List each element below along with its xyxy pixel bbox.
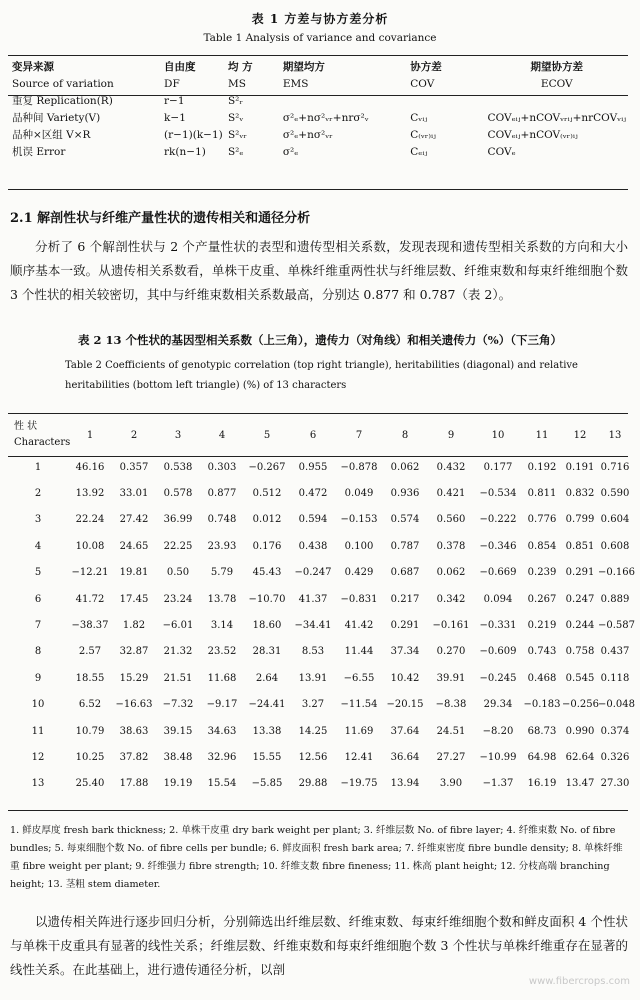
table1-cell: 机误 Error (12, 146, 66, 158)
table2-cell: −0.346 (479, 540, 517, 552)
table2-column-header: 7 (355, 429, 363, 441)
table2-row (8, 665, 632, 691)
table2-cell: 0.012 (252, 514, 282, 526)
table1-header-cell: DF (164, 77, 180, 90)
table1-row (10, 109, 628, 126)
table2-cell: 3.14 (210, 620, 234, 632)
table2-cell: 0.100 (344, 540, 374, 552)
table2-cell: 39.91 (436, 672, 466, 684)
table2-cell: 13.38 (252, 725, 282, 737)
table2-cell: 15.54 (207, 778, 237, 790)
table2-cell: 0.357 (119, 461, 149, 473)
table2-cell: 0.267 (527, 593, 557, 605)
table1-cell: r−1 (164, 94, 185, 107)
table2-cell: 64.98 (527, 751, 557, 763)
table2-cell: 0.303 (207, 461, 237, 473)
table2-cell: 18.60 (252, 620, 282, 632)
table2-cell: 27.30 (600, 778, 630, 790)
table1-header-cell: 均 方 (227, 61, 253, 73)
table1-bottom-rule (8, 189, 628, 190)
table2-cell: 13.92 (75, 488, 105, 500)
table2-cell: 17.45 (119, 593, 149, 605)
table2-cell: 41.42 (344, 620, 374, 632)
table1-cell: Cₑᵢⱼ (410, 145, 428, 158)
table2-cell: 0.374 (600, 725, 630, 737)
table2-cell: −5.85 (251, 778, 283, 790)
table2-cell: 11.69 (344, 725, 374, 737)
table2-cell: 0.832 (565, 488, 595, 500)
table2-cell: 10.42 (390, 672, 420, 684)
table2-cell: 11.68 (207, 672, 237, 684)
table2-cell: −0.878 (340, 461, 378, 473)
table2-cell: −0.831 (340, 593, 378, 605)
table2-cell: 2.57 (78, 646, 102, 658)
table2-cell: −9.17 (206, 699, 238, 711)
table2-column-header: 12 (573, 429, 587, 441)
table2-cell: 0.176 (252, 540, 282, 552)
table2-cell: 13.91 (298, 672, 328, 684)
table2-cell: 13.78 (207, 593, 237, 605)
table2-cell: 37.64 (390, 725, 420, 737)
table2-row (8, 692, 632, 718)
table1-top-rule (8, 55, 628, 56)
table2-cell: 24.65 (119, 540, 149, 552)
table1-header-cell: 自由度 (164, 61, 196, 73)
table2-char-label-zh: 性 状 (14, 421, 38, 432)
table2-cell: 0.239 (527, 567, 557, 579)
table2-cell: 16.19 (527, 778, 557, 790)
table2-cell: −0.183 (523, 699, 561, 711)
table2-cell: 0.291 (565, 567, 595, 579)
table1-cell: 品种×区组 V×R (12, 129, 91, 141)
table2-row (8, 612, 632, 638)
table1-cell: σ²ₑ+nσ²ᵥᵣ+nrσ²ᵥ (282, 111, 369, 124)
table2-cell: 13.94 (390, 778, 420, 790)
table2-cell: −8.38 (435, 699, 467, 711)
table2-cell: 0.247 (565, 593, 595, 605)
table2-row (8, 533, 632, 559)
table2-cell: 23.93 (207, 540, 237, 552)
table2-cell: 0.437 (600, 646, 630, 658)
table1-header-zh (10, 58, 628, 75)
table2-cell: 18.55 (75, 672, 105, 684)
table2-column-header: 8 (401, 429, 409, 441)
table2-cell: 29.34 (483, 699, 513, 711)
table2-cell: 32.87 (119, 646, 149, 658)
table2-cell: −0.609 (479, 646, 517, 658)
table2-cell: 24.51 (436, 725, 466, 737)
table2-cell: 38.63 (119, 725, 149, 737)
table2-cell: 27.42 (119, 514, 149, 526)
table2-cell: 0.936 (390, 488, 420, 500)
paragraph-2: 以遗传相关阵进行逐步回归分析，分别筛选出纤维层数、纤维束数、每束纤维细胞个数和鲜皮面积 4 个性状与单株干皮重具有显著的线性关系；纤维层数、纤维束数和每束纤维细胞个数 3 个性状与单株纤维重存在显著的线性关系。在此基础上，进行遗传通径分析，以剖 (10, 914, 628, 977)
table1-header-cell: ECOV (540, 77, 573, 90)
watermark: www.fibercrops.com (528, 976, 630, 987)
table2-cell: −0.161 (432, 620, 470, 632)
table1-cell: COVₑ (487, 145, 516, 158)
table2-cell: 0.787 (390, 540, 420, 552)
table2-cell: 0.468 (527, 672, 557, 684)
table2-cell: 33.01 (119, 488, 149, 500)
table2-cell: 5.79 (210, 567, 234, 579)
table1-cell: k−1 (164, 111, 186, 124)
table2-cell: 12.41 (344, 751, 374, 763)
table1-cell: S²ᵥ (227, 111, 244, 124)
table2-column-header: 6 (309, 429, 317, 441)
table1-header-cell: EMS (282, 77, 309, 90)
table2-cell: 0.604 (600, 514, 630, 526)
table2-row (8, 560, 632, 586)
table2-cell: 0.438 (298, 540, 328, 552)
table1-header-cell: 变异来源 (12, 61, 54, 73)
table2-cell: 0.177 (483, 461, 513, 473)
table2-cell: 0.811 (527, 488, 557, 500)
table2-cell: 10.79 (75, 725, 105, 737)
table2-row-label: 10 (31, 699, 45, 711)
table2-cell: 68.73 (527, 725, 557, 737)
table2-cell: 46.16 (75, 461, 105, 473)
table2-row-label: 3 (34, 514, 42, 526)
table2-cell: −0.669 (479, 567, 517, 579)
table2-cell: 28.31 (252, 646, 282, 658)
table2-row (8, 507, 632, 533)
table2-cell: 0.560 (436, 514, 466, 526)
table2-row-label: 2 (34, 488, 42, 500)
table2-bottom-rule (8, 810, 628, 811)
table2-cell: −0.267 (248, 461, 286, 473)
table2-cell: 34.63 (207, 725, 237, 737)
table2-cell: 19.19 (163, 778, 193, 790)
table2-char-header (8, 416, 71, 454)
table2-column-header: 2 (130, 429, 138, 441)
table2-cell: 37.34 (390, 646, 420, 658)
table2-column-header: 10 (491, 429, 505, 441)
table1-title-zh: 表 1 方差与协方差分析 (251, 12, 389, 26)
table2-cell: 0.743 (527, 646, 557, 658)
table2-cell: 22.24 (75, 514, 105, 526)
table2-cell: 0.291 (390, 620, 420, 632)
table2-cell: 0.538 (163, 461, 193, 473)
table2-cell: 0.326 (600, 751, 630, 763)
table2-cell: −1.37 (482, 778, 514, 790)
table2-cell: 0.432 (436, 461, 466, 473)
table2-cell: 0.854 (527, 540, 557, 552)
table1-cell: (r−1)(k−1) (164, 128, 223, 141)
table2-row (8, 771, 632, 797)
table1-header-en (10, 75, 628, 92)
table2-cell: 32.96 (207, 751, 237, 763)
table2-cell: 0.748 (207, 514, 237, 526)
table2-cell: 0.472 (298, 488, 328, 500)
table2-cell: 0.776 (527, 514, 557, 526)
table2-column-header: 1 (86, 429, 94, 441)
table2-column-header: 3 (174, 429, 182, 441)
table1-cell: 品种间 Variety(V) (12, 112, 101, 124)
table2-cell: 0.545 (565, 672, 595, 684)
table2-cell: −10.70 (248, 593, 286, 605)
table1-row (10, 126, 628, 143)
table2-cell: −11.54 (340, 699, 378, 711)
table2-column-header: 4 (218, 429, 226, 441)
table2-cell: 15.29 (119, 672, 149, 684)
table2-cell: 0.758 (565, 646, 595, 658)
table2-row-label: 9 (34, 672, 42, 684)
table2-row-label: 8 (34, 646, 42, 658)
table2-cell: 17.88 (119, 778, 149, 790)
table2-row (8, 639, 632, 665)
table2-cell: 21.51 (163, 672, 193, 684)
table2-cell: 0.955 (298, 461, 328, 473)
table2-cell: 37.82 (119, 751, 149, 763)
table2-cell: 12.56 (298, 751, 328, 763)
table1-header-cell: MS (227, 77, 246, 90)
table1-header-cell: 协方差 (410, 61, 442, 73)
table1-header-rule (8, 95, 628, 96)
table2-cell: −0.048 (598, 699, 636, 711)
table2-column-header: 9 (447, 429, 455, 441)
table2-cell: 0.512 (252, 488, 282, 500)
table2-header-rule (8, 456, 628, 457)
table2-cell: 0.219 (527, 620, 557, 632)
table2-cell: −8.20 (482, 725, 514, 737)
table2-row (8, 454, 632, 480)
table1-cell: S²ᵥᵣ (227, 128, 247, 141)
table1-header-cell: 期望协方差 (530, 61, 584, 73)
table2-cell: −10.99 (479, 751, 517, 763)
table2-header-row (8, 416, 632, 454)
table2-cell: 3.27 (301, 699, 325, 711)
table2-cell: 11.44 (344, 646, 374, 658)
table2-cell: 0.378 (436, 540, 466, 552)
table2-cell: 38.48 (163, 751, 193, 763)
table2-cell: 39.15 (163, 725, 193, 737)
table2-cell: −6.55 (343, 672, 375, 684)
table2-title-zh: 表 2 13 个性状的基因型相关系数（上三角），遗传力（对角线）和相关遗传力（%）（下三角） (78, 333, 562, 347)
table1-cell: Cᵥᵢⱼ (410, 111, 428, 124)
table2-cell: 1.82 (122, 620, 146, 632)
table2-cell: 0.270 (436, 646, 466, 658)
section-heading: 2.1 解剖性状与纤维产量性状的遗传相关和通径分析 (10, 211, 311, 226)
table2-cell: 0.578 (163, 488, 193, 500)
table2-notes: 1. 鲜皮厚度 fresh bark thickness; 2. 单株干皮重 dry bark weight per plant; 3. 纤维层数 No. of fibre layer; 4. 纤维束数 No. of fibre bundles; 5. 每束细胞个数 No. of fibre cells per bundle; 6. 鲜皮面积 fresh bark area; 7. 纤维束密度 fibre bundle density; 8. 单株纤维重 fibre weight per plant; 9. 纤维强力 fibre strength; 10. 纤维支数 fibre fineness; 11. 株高 plant height; 12. 分枝高端 branching height; 13. 茎粗 stem diameter. (10, 825, 623, 890)
table2-cell: 0.062 (436, 567, 466, 579)
table2-cell: 21.32 (163, 646, 193, 658)
table2-cell: 10.08 (75, 540, 105, 552)
table2-cell: 41.72 (75, 593, 105, 605)
table2-cell: 0.062 (390, 461, 420, 473)
table2-cell: 0.429 (344, 567, 374, 579)
table2-cell: 15.55 (252, 751, 282, 763)
table2-cell: 0.590 (600, 488, 630, 500)
paragraph-1: 分析了 6 个解剖性状与 2 个产量性状的表型和遗传型相关系数，发现表现和遗传型相关系数的方向和大小顺序基本一致。从遗传相关系数看，单株干皮重、单株纤维重两性状与纤维层数、纤维束数和每束纤维细胞个数 3 个性状的相关较密切，其中与纤维束数相关系数最高，分别达 0.877 和 0.787（表 2）。 (10, 239, 628, 302)
table2-cell: −0.534 (479, 488, 517, 500)
table2-row-label: 7 (34, 620, 42, 632)
table1-cell: S²ᵣ (227, 94, 244, 107)
table1-cell: COVₑᵢⱼ+nCOV₍ᵥᵣ₎ᵢⱼ (487, 128, 578, 141)
table2-cell: 0.716 (600, 461, 630, 473)
table2-cell: 36.64 (390, 751, 420, 763)
table2-cell: −19.75 (340, 778, 378, 790)
table2-cell: 0.889 (600, 593, 630, 605)
table2-cell: 0.687 (390, 567, 420, 579)
table2-cell: −6.01 (162, 620, 194, 632)
table1-cell: C₍ᵥᵣ₎ᵢⱼ (410, 128, 436, 141)
table2-row-label: 13 (31, 778, 45, 790)
table2-cell: −0.245 (479, 672, 517, 684)
table2-cell: −38.37 (71, 620, 109, 632)
table2-cell: 0.877 (207, 488, 237, 500)
table2-cell: 0.50 (166, 567, 190, 579)
table2-cell: −0.247 (294, 567, 332, 579)
table2-column-header: 13 (608, 429, 622, 441)
table2-cell: −20.15 (386, 699, 424, 711)
table2-cell: 23.24 (163, 593, 193, 605)
table2-cell: −12.21 (71, 567, 109, 579)
table2-row (8, 586, 632, 612)
table2-cell: −16.63 (115, 699, 153, 711)
table2-cell: 0.594 (298, 514, 328, 526)
table2-cell: 25.40 (75, 778, 105, 790)
table1 (10, 58, 628, 160)
table2-row (8, 718, 632, 744)
table2-cell: 36.99 (163, 514, 193, 526)
table1-cell: S²ₑ (227, 145, 244, 158)
table2-cell: −7.32 (162, 699, 194, 711)
table1-cell: σ²ₑ+nσ²ᵥᵣ (282, 128, 333, 141)
table2-cell: 45.43 (252, 567, 282, 579)
table2-cell: 8.53 (301, 646, 325, 658)
table2-cell: 0.799 (565, 514, 595, 526)
table2-cell: −0.222 (479, 514, 517, 526)
table2-cell: 0.574 (390, 514, 420, 526)
table2-cell: 13.47 (565, 778, 595, 790)
table2-column-header: 11 (535, 429, 549, 441)
table2-cell: 0.244 (565, 620, 595, 632)
table2-column-header: 5 (263, 429, 271, 441)
table2-cell: 22.25 (163, 540, 193, 552)
table2-cell: −24.41 (248, 699, 286, 711)
table2-row-label: 1 (34, 461, 42, 473)
table2-cell: −0.166 (598, 567, 636, 579)
table2-cell: 0.608 (600, 540, 630, 552)
table1-header-cell: Source of variation (12, 77, 114, 90)
table2-cell: 0.192 (527, 461, 557, 473)
table2-row (8, 480, 632, 506)
table1-cell: COVₑᵢⱼ+nCOVᵥᵣᵢⱼ+nrCOVᵥᵢⱼ (487, 111, 626, 124)
table2-row-label: 11 (31, 725, 45, 737)
table1-cell: σ²ₑ (282, 145, 299, 158)
table1-title-en: Table 1 Analysis of variance and covariance (203, 32, 437, 44)
table2-char-label-en: Characters (14, 437, 71, 448)
table1-cell: 重复 Replication(R) (12, 95, 113, 107)
table2-cell: 0.049 (344, 488, 374, 500)
table2-title-en: Table 2 Coefficients of genotypic correlation (top right triangle), heritabilities (diagonal) and relative heritabilities (bottom left triangle) (%) of 13 characters (65, 360, 578, 391)
table2-cell: −0.587 (598, 620, 636, 632)
table2-cell: 0.118 (600, 672, 630, 684)
table2-cell: 23.52 (207, 646, 237, 658)
table2-cell: 19.81 (119, 567, 149, 579)
table2-cell: 0.191 (565, 461, 595, 473)
table2-cell: 62.64 (565, 751, 595, 763)
table2-cell: −0.256 (562, 699, 600, 711)
table2-row-label: 12 (31, 751, 45, 763)
table2-cell: 14.25 (298, 725, 328, 737)
table2-cell: 27.27 (436, 751, 466, 763)
table2-cell: 10.25 (75, 751, 105, 763)
table2-row-label: 6 (34, 593, 42, 605)
table1-header-cell: COV (410, 77, 435, 90)
table2-cell: 0.342 (436, 593, 466, 605)
table2-row-label: 4 (34, 540, 42, 552)
table2-cell: 29.88 (298, 778, 328, 790)
table1-header-cell: 期望均方 (282, 61, 325, 73)
table2-cell: 0.990 (565, 725, 595, 737)
table2-cell: 6.52 (78, 699, 102, 711)
table2 (8, 416, 636, 797)
table2-cell: −34.41 (294, 620, 332, 632)
table2-cell: 3.90 (439, 778, 463, 790)
table2-cell: 0.421 (436, 488, 466, 500)
table1-row (10, 143, 628, 160)
table2-cell: −0.331 (479, 620, 517, 632)
table2-top-rule (8, 413, 628, 414)
table2-cell: 0.217 (390, 593, 420, 605)
table2-cell: −0.153 (340, 514, 378, 526)
table2-row-label: 5 (34, 567, 42, 579)
table2-row (8, 744, 632, 770)
table2-cell: 41.37 (298, 593, 328, 605)
table2-cell: 0.094 (483, 593, 513, 605)
table1-cell: rk(n−1) (164, 145, 206, 158)
table2-cell: 0.851 (565, 540, 595, 552)
table2-cell: 2.64 (255, 672, 279, 684)
